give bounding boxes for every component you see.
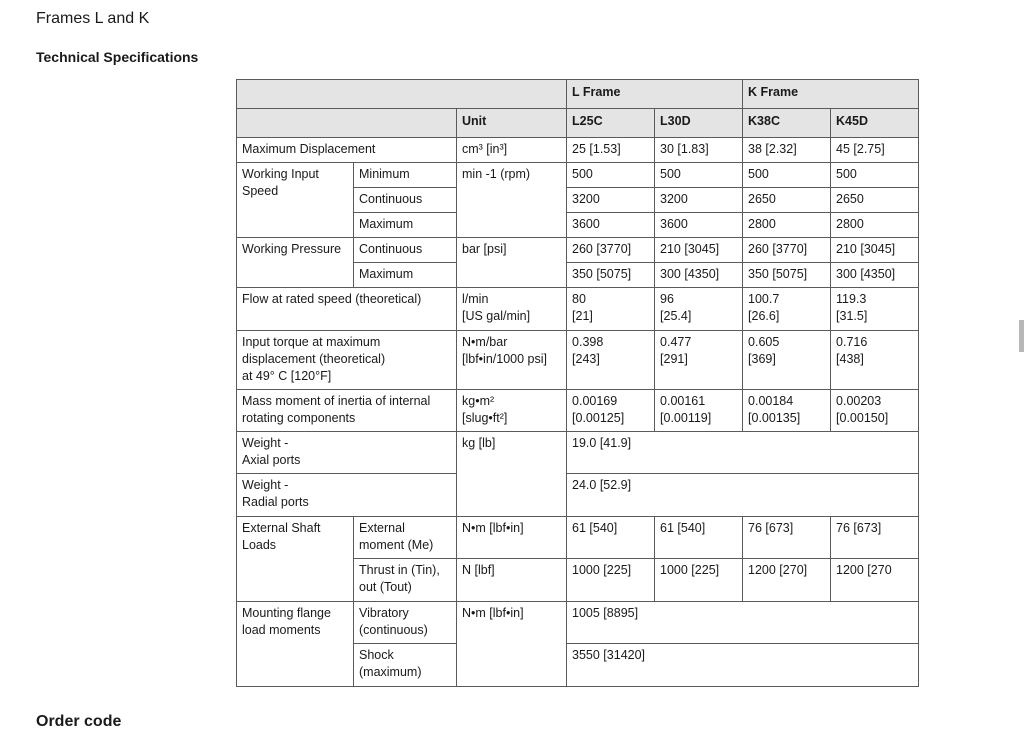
value-cell: 76 [673] (743, 517, 831, 559)
sub-label: Continuous (354, 188, 457, 213)
unit-cell: N•m [lbf•in] (457, 602, 567, 687)
header-blank (237, 80, 567, 109)
value-cell: 300 [4350] (831, 263, 919, 288)
value-cell: 3200 (567, 188, 655, 213)
model-header: L25C (567, 109, 655, 138)
value-cell: 260 [3770] (743, 238, 831, 263)
row-label: Maximum Displacement (237, 138, 457, 163)
sub-label: Thrust in (Tin), out (Tout) (354, 559, 457, 602)
value-cell: 210 [3045] (655, 238, 743, 263)
section-title: Technical Specifications (36, 49, 199, 65)
row-label: Flow at rated speed (theoretical) (237, 288, 457, 331)
value-cell: 350 [5075] (567, 263, 655, 288)
unit-header: Unit (457, 109, 567, 138)
value-cell: 300 [4350] (655, 263, 743, 288)
sub-label: Vibratory (continuous) (354, 602, 457, 644)
value-cell: 80 [21] (567, 288, 655, 331)
unit-cell: N•m [lbf•in] (457, 517, 567, 559)
value-cell: 0.605 [369] (743, 331, 831, 390)
unit-cell: bar [psi] (457, 238, 567, 288)
unit-cell: l/min [US gal/min] (457, 288, 567, 331)
model-header: K38C (743, 109, 831, 138)
unit-cell: N•m/bar [lbf•in/1000 psi] (457, 331, 567, 390)
scrollbar-thumb[interactable] (1019, 320, 1024, 352)
model-header-row (237, 109, 919, 138)
value-cell: 96 [25.4] (655, 288, 743, 331)
value-cell: 2650 (831, 188, 919, 213)
row-label: Input torque at maximum displacement (theoretical) at 49° C [120°F] (237, 331, 457, 390)
value-cell: 76 [673] (831, 517, 919, 559)
value-cell: 1200 [270] (743, 559, 831, 602)
model-header: K45D (831, 109, 919, 138)
value-cell: 100.7 [26.6] (743, 288, 831, 331)
row-label: Weight - Radial ports (237, 474, 457, 517)
row-label: Mass moment of inertia of internal rotating components (237, 390, 457, 432)
value-cell: 2800 (831, 213, 919, 238)
value-cell: 1005 [8895] (567, 602, 919, 644)
sub-label: Minimum (354, 163, 457, 188)
value-cell: 0.00184 [0.00135] (743, 390, 831, 432)
value-cell: 1000 [225] (655, 559, 743, 602)
page-title: Frames L and K (36, 10, 150, 27)
value-cell: 0.477 [291] (655, 331, 743, 390)
value-cell: 500 (567, 163, 655, 188)
sub-label: Maximum (354, 263, 457, 288)
value-cell: 45 [2.75] (831, 138, 919, 163)
row-label: External Shaft Loads (237, 517, 354, 602)
unit-cell: N [lbf] (457, 559, 567, 602)
value-cell: 119.3 [31.5] (831, 288, 919, 331)
unit-cell: cm³ [in³] (457, 138, 567, 163)
value-cell: 1200 [270 (831, 559, 919, 602)
sub-label: External moment (Me) (354, 517, 457, 559)
value-cell: 3600 (655, 213, 743, 238)
table-row (237, 517, 919, 559)
unit-cell: kg [lb] (457, 432, 567, 517)
l-frame-header: L Frame (567, 80, 743, 109)
table-row (237, 432, 919, 474)
unit-cell: kg•m² [slug•ft²] (457, 390, 567, 432)
value-cell: 2800 (743, 213, 831, 238)
value-cell: 0.00169 [0.00125] (567, 390, 655, 432)
value-cell: 24.0 [52.9] (567, 474, 919, 517)
value-cell: 3550 [31420] (567, 644, 919, 687)
spec-table (236, 79, 919, 687)
sub-label: Shock (maximum) (354, 644, 457, 687)
value-cell: 3600 (567, 213, 655, 238)
table-row (237, 238, 919, 263)
value-cell: 0.00161 [0.00119] (655, 390, 743, 432)
row-label: Working Input Speed (237, 163, 354, 238)
value-cell: 260 [3770] (567, 238, 655, 263)
row-label: Mounting flange load moments (237, 602, 354, 687)
value-cell: 210 [3045] (831, 238, 919, 263)
unit-cell: min -1 (rpm) (457, 163, 567, 238)
sub-label: Continuous (354, 238, 457, 263)
value-cell: 3200 (655, 188, 743, 213)
table-row (237, 163, 919, 188)
k-frame-header: K Frame (743, 80, 919, 109)
table-row (237, 138, 919, 163)
value-cell: 61 [540] (655, 517, 743, 559)
value-cell: 19.0 [41.9] (567, 432, 919, 474)
table-row (237, 602, 919, 644)
value-cell: 2650 (743, 188, 831, 213)
header-blank (237, 109, 457, 138)
value-cell: 30 [1.83] (655, 138, 743, 163)
value-cell: 0.00203 [0.00150] (831, 390, 919, 432)
value-cell: 1000 [225] (567, 559, 655, 602)
value-cell: 61 [540] (567, 517, 655, 559)
row-label: Working Pressure (237, 238, 354, 288)
table-row (237, 288, 919, 331)
value-cell: 0.716 [438] (831, 331, 919, 390)
sub-label: Maximum (354, 213, 457, 238)
frame-header-row (237, 80, 919, 109)
value-cell: 25 [1.53] (567, 138, 655, 163)
value-cell: 38 [2.32] (743, 138, 831, 163)
table-row (237, 331, 919, 390)
table-row (237, 474, 919, 517)
value-cell: 500 (831, 163, 919, 188)
model-header: L30D (655, 109, 743, 138)
value-cell: 500 (743, 163, 831, 188)
next-section-heading: Order code (36, 713, 122, 730)
value-cell: 350 [5075] (743, 263, 831, 288)
table-row (237, 390, 919, 432)
value-cell: 500 (655, 163, 743, 188)
row-label: Weight - Axial ports (237, 432, 457, 474)
value-cell: 0.398 [243] (567, 331, 655, 390)
